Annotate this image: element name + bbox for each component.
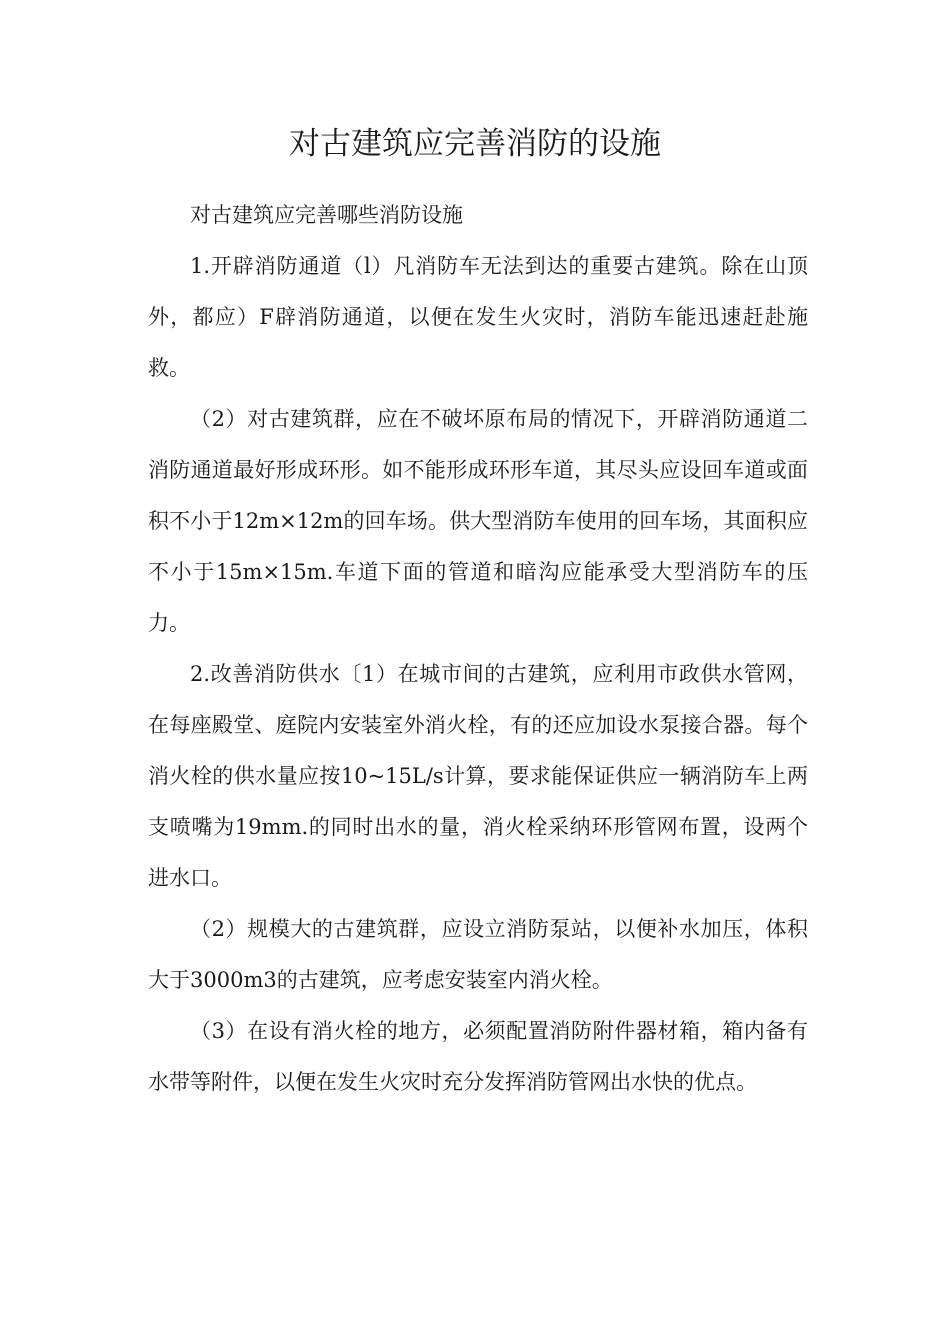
paragraph-water-supply: 2.改善消防供水〔1）在城市间的古建筑，应利用市政供水管网，在每座殿堂、庭院内安装室外消火栓，有的还应加设水泵接合器。每个消火栓的供水量应按10~15L/s计算，要求能保证供应一辆消防车上两支喷嘴为19mm.的同时出水的量，消火栓采纳环形管网布置，设两个进水口。: [148, 662, 808, 890]
paragraph-building-groups: （2）对古建筑群，应在不破坏原布局的情况下，开辟消防通道二消防通道最好形成环形。如不能形成环形车道，其尽头应设回车道或面积不小于12m×12m的回车场。供大型消防车使用的回车场，其面积应不小于15m×15m.车道下面的管道和暗沟应能承受大型消防车的压力。: [148, 407, 808, 635]
paragraph-subheading: 对古建筑应完善哪些消防设施: [190, 203, 463, 227]
document-body: [148, 190, 808, 1108]
document-title: 对古建筑应完善消防的设施: [289, 126, 661, 162]
paragraph-equipment-box: （3）在设有消火栓的地方，必须配置消防附件器材箱，箱内备有水带等附件，以便在发生火灾时充分发挥消防管网出水快的优点。: [148, 1019, 808, 1094]
paragraph-fire-lanes: 1.开辟消防通道（l）凡消防车无法到达的重要古建筑。除在山顶外，都应）F辟消防通道，以便在发生火灾时，消防车能迅速赶赴施救。: [148, 254, 808, 380]
paragraph-pump-station: （2）规模大的古建筑群，应设立消防泵站，以便补水加压，体积大于3000m3的古建筑，应考虑安装室内消火栓。: [148, 917, 808, 992]
